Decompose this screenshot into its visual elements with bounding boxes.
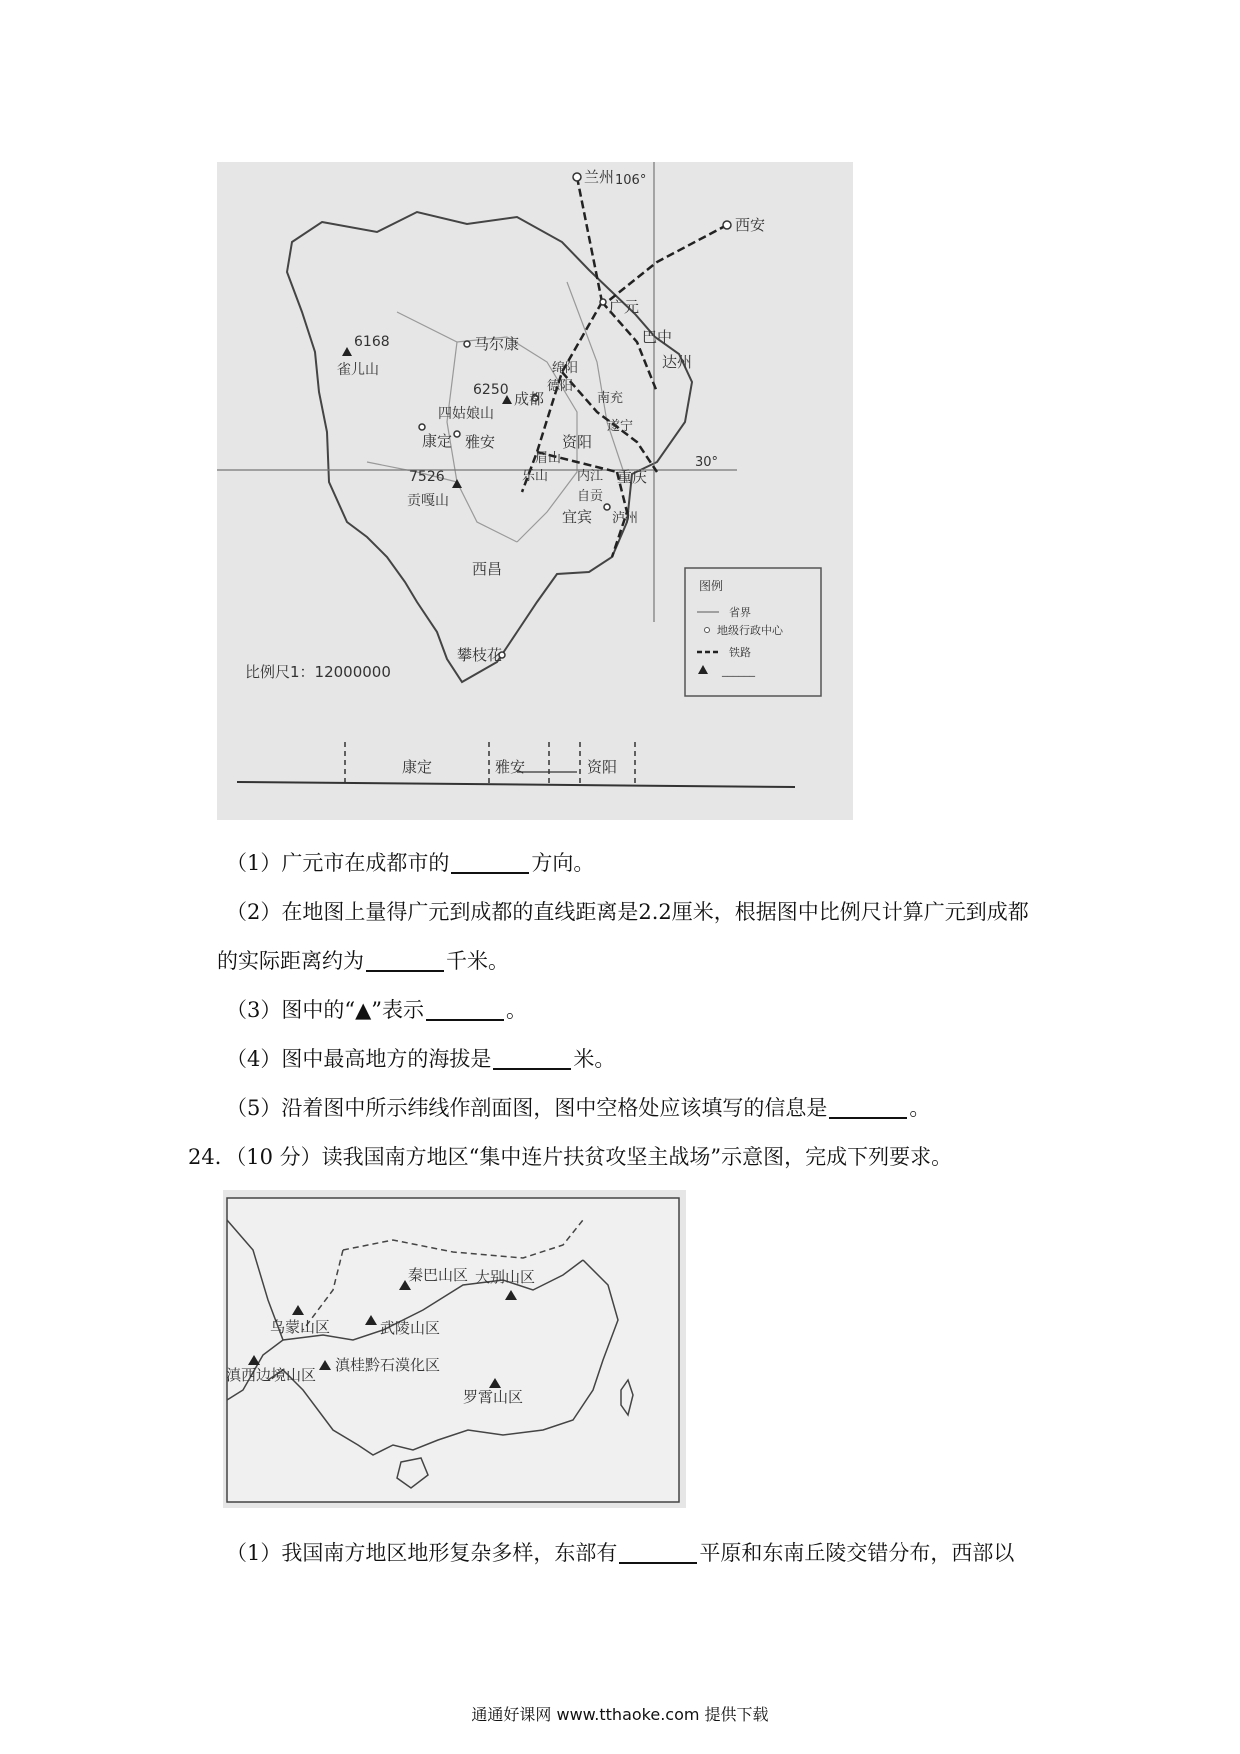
page-footer: 通通好课网 www.tthaoke.com 提供下载 bbox=[471, 1705, 769, 1724]
city-xichang: 西昌 bbox=[472, 560, 503, 578]
south-china-map bbox=[223, 1190, 686, 1508]
city-chongqing: 重庆 bbox=[617, 468, 648, 486]
svg-text:雀儿山: 雀儿山 bbox=[337, 362, 379, 378]
city-suining: 遂宁 bbox=[607, 419, 634, 434]
svg-text:6250: 6250 bbox=[473, 382, 509, 398]
meridian-label: 106° bbox=[615, 173, 647, 188]
city-deyang: 德阳 bbox=[547, 379, 574, 394]
svg-text:四姑娘山: 四姑娘山 bbox=[438, 406, 494, 422]
map-legend bbox=[685, 568, 821, 696]
profile-label-yaan: 雅安 bbox=[495, 758, 526, 776]
svg-text:贡嘎山: 贡嘎山 bbox=[407, 493, 449, 509]
city-bazhong: 巴中 bbox=[642, 328, 673, 346]
city-ziyang: 资阳 bbox=[562, 433, 593, 451]
profile-strip bbox=[237, 742, 795, 787]
legend-admin-center: 地级行政中心 bbox=[717, 624, 783, 637]
svg-text:6168: 6168 bbox=[354, 334, 390, 350]
city-yibin: 宜宾 bbox=[562, 508, 593, 526]
city-zigong: 自贡 bbox=[577, 489, 604, 504]
peak-gonggashan bbox=[407, 469, 462, 509]
svg-text:罗霄山区: 罗霄山区 bbox=[463, 1388, 524, 1406]
question-24-1: （1）我国南方地区地形复杂多样，东部有 平原和东南丘陵交错分布，西部以 bbox=[226, 1541, 1015, 1565]
city-dazhou: 达州 bbox=[662, 353, 693, 371]
question-23-3: （3）图中的“▲”表示 。 bbox=[226, 998, 527, 1022]
answer-blank[interactable] bbox=[451, 850, 529, 874]
answer-blank[interactable] bbox=[829, 1095, 907, 1119]
city-neijiang: 内江 bbox=[577, 469, 604, 484]
svg-text:大别山区: 大别山区 bbox=[475, 1268, 536, 1286]
svg-text:乌蒙山区: 乌蒙山区 bbox=[270, 1318, 331, 1336]
city-kangding: 康定 bbox=[422, 432, 453, 450]
question-24-stem: 24．（10 分）读我国南方地区“集中连片扶贫攻坚主战场”示意图，完成下列要求。 bbox=[188, 1145, 953, 1169]
question-23-5: （5）沿着图中所示纬线作剖面图，图中空格处应该填写的信息是 。 bbox=[226, 1096, 931, 1120]
city-lanzhou: 兰州 bbox=[584, 168, 615, 186]
question-23-4: （4）图中最高地方的海拔是 米。 bbox=[226, 1047, 616, 1071]
area-dianguiqian bbox=[319, 1356, 440, 1374]
sichuan-map-figure bbox=[217, 162, 853, 820]
city-yaan: 雅安 bbox=[465, 433, 496, 451]
answer-blank[interactable] bbox=[366, 948, 444, 972]
legend-blank: ______ bbox=[722, 664, 755, 677]
city-maerkang: 马尔康 bbox=[474, 335, 520, 353]
peak-queershan bbox=[337, 334, 390, 378]
svg-text:秦巴山区: 秦巴山区 bbox=[408, 1266, 469, 1284]
city-chengdu: 成都 bbox=[514, 390, 545, 408]
answer-blank[interactable] bbox=[619, 1540, 697, 1564]
map-scale: 比例尺1：12000000 bbox=[245, 663, 391, 681]
south-china-map-figure bbox=[223, 1190, 686, 1508]
legend-province-boundary: 省界 bbox=[729, 606, 751, 619]
svg-text:武陵山区: 武陵山区 bbox=[380, 1319, 441, 1337]
city-mianyang: 绵阳 bbox=[552, 361, 579, 376]
parallel-label: 30° bbox=[695, 455, 719, 470]
profile-label-kangding: 康定 bbox=[402, 758, 433, 776]
city-meishan: 眉山 bbox=[535, 451, 562, 466]
svg-text:滇西边境山区: 滇西边境山区 bbox=[226, 1366, 317, 1384]
answer-blank[interactable] bbox=[426, 997, 504, 1021]
question-23-1: （1）广元市在成都市的 方向。 bbox=[226, 851, 595, 875]
city-xian: 西安 bbox=[735, 216, 766, 234]
svg-text:滇桂黔石漠化区: 滇桂黔石漠化区 bbox=[335, 1356, 441, 1374]
city-nanchong: 南充 bbox=[597, 391, 624, 406]
city-panzhihua: 攀枝花 bbox=[457, 646, 503, 664]
sichuan-map bbox=[217, 162, 853, 820]
question-23-2: （2）在地图上量得广元到成都的直线距离是2.2厘米，根据图中比例尺计算广元到成都 bbox=[226, 900, 1029, 924]
legend-railway: 铁路 bbox=[729, 646, 751, 659]
city-guangyuan: 广元 bbox=[609, 298, 640, 316]
city-luzhou: 泸州 bbox=[612, 511, 639, 526]
profile-label-ziyang: 资阳 bbox=[587, 758, 618, 776]
question-23-2-cont: 的实际距离约为 千米。 bbox=[217, 949, 509, 973]
city-leshan: 乐山 bbox=[522, 469, 549, 484]
answer-blank[interactable] bbox=[493, 1046, 571, 1070]
svg-text:7526: 7526 bbox=[409, 469, 445, 485]
legend-title: 图例 bbox=[699, 579, 724, 593]
